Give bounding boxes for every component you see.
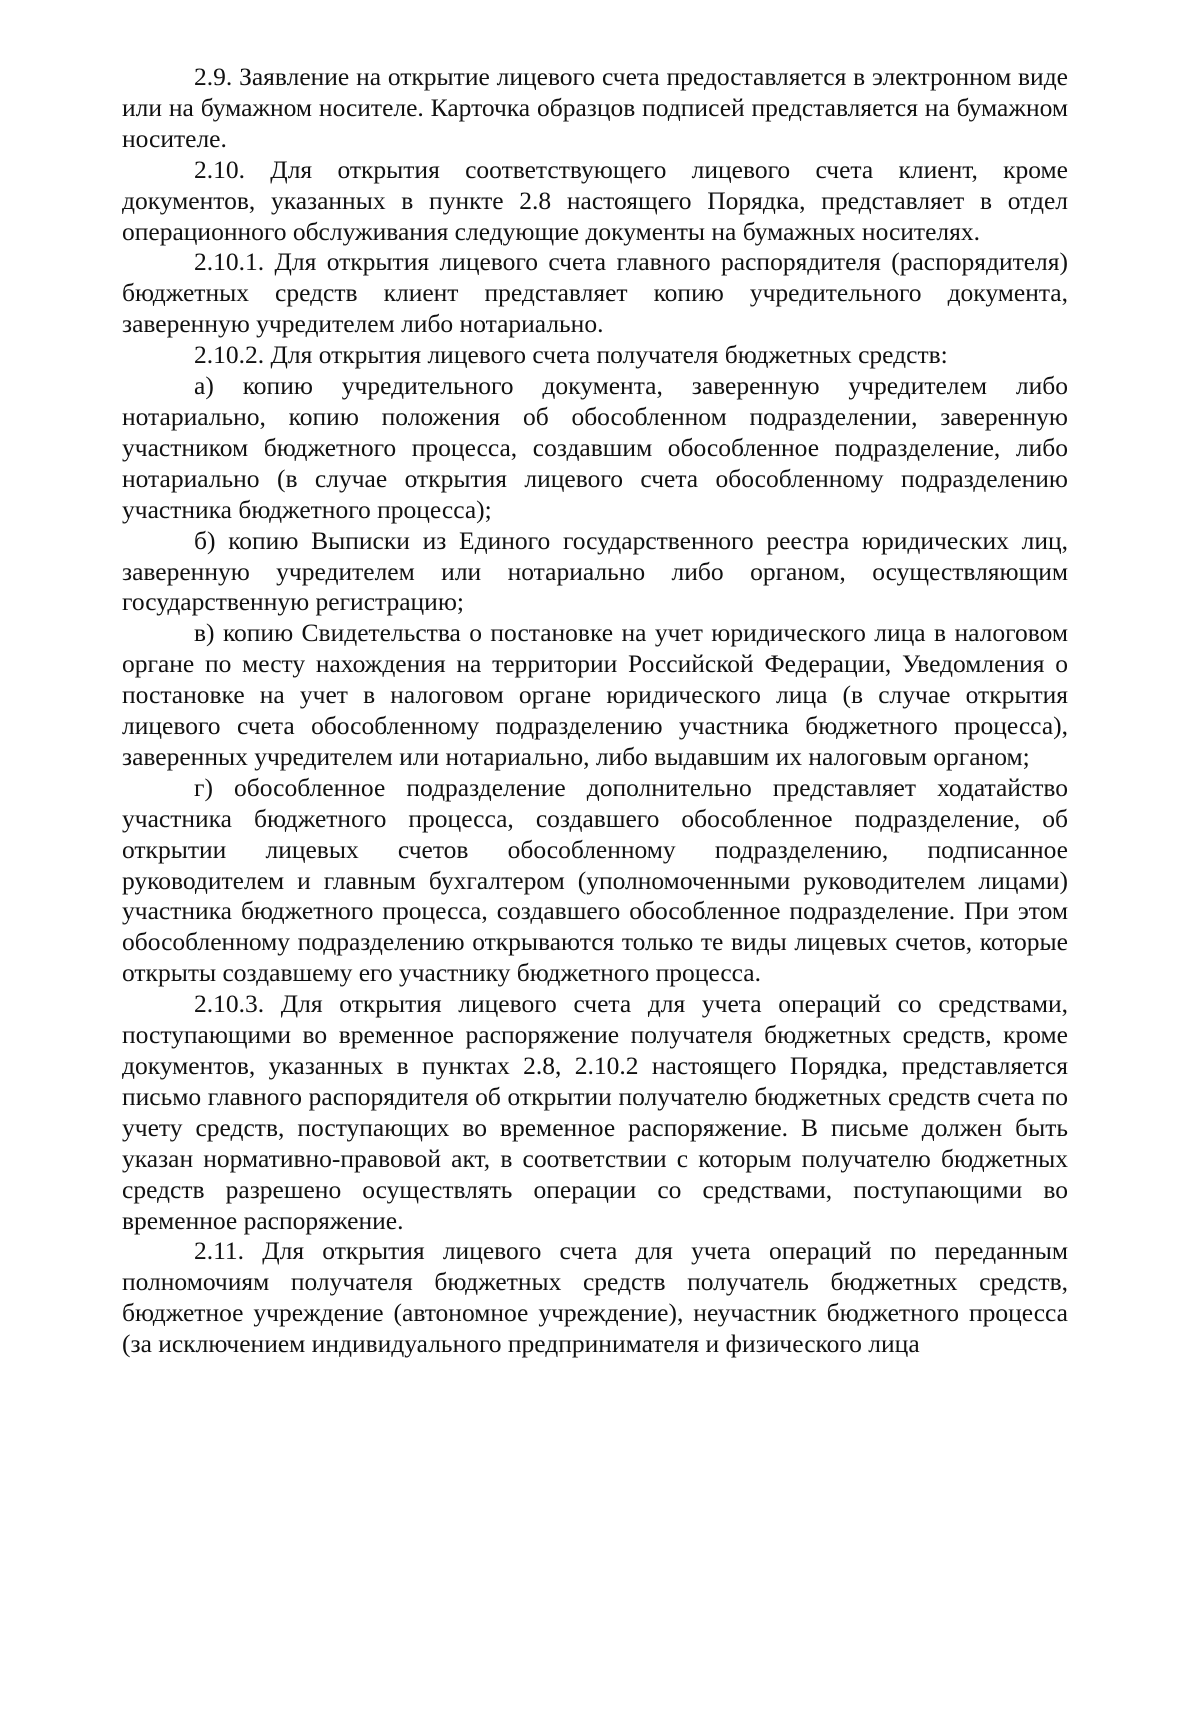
- paragraph-2-10-2: 2.10.2. Для открытия лицевого счета получателя бюджетных средств:: [194, 340, 948, 370]
- paragraph-item-a: а) копию учредительного документа, заверенную учредителем либо нотариально, копию положения об обособленном подразделении, заверенную участником бюджетного процесса, создавшим обособленное подразделение, либо нотариально (в случае открытия лицевого счета обособленному подразделению участника бюджетного процесса);: [122, 371, 1068, 524]
- paragraph-2-10-1: 2.10.1. Для открытия лицевого счета главного распорядителя (распорядителя) бюджетных средств клиент представляет копию учредительного документа, заверенную учредителем либо нотариально.: [122, 247, 1068, 339]
- paragraph-2-10: 2.10. Для открытия соответствующего лицевого счета клиент, кроме документов, указанных в пункте 2.8 настоящего Порядка, представляет в отдел операционного обслуживания следующие документы на бумажных носителях.: [122, 154, 1068, 246]
- paragraph-item-v: в) копию Свидетельства о постановке на учет юридического лица в налоговом органе по месту нахождения на территории Российской Федерации, Уведомления о постановке на учет в налоговом органе юридического лица (в случае открытия лицевого счета обособленному подразделению участника бюджетного процесса), заверенных учредителем или нотариально, либо выдавшим их налоговым органом;: [122, 618, 1068, 771]
- document-page: [122, 62, 1068, 1360]
- paragraph-item-b: б) копию Выписки из Единого государственного реестра юридических лиц, заверенную учредителем или нотариально либо органом, осуществляющим государственную регистрацию;: [122, 525, 1068, 617]
- paragraph-item-g: г) обособленное подразделение дополнительно представляет ходатайство участника бюджетного процесса, создавшего обособленное подразделение, об открытии лицевых счетов обособленному подразделению, подписанное руководителем и главным бухгалтером (уполномоченными руководителем лицами) участника бюджетного процесса, создавшего обособленное подразделение. При этом обособленному подразделению открываются только те виды лицевых счетов, которые открыты создавшему его участнику бюджетного процесса.: [122, 772, 1068, 988]
- paragraph-2-10-3: 2.10.3. Для открытия лицевого счета для учета операций со средствами, поступающими во временное распоряжение получателя бюджетных средств, кроме документов, указанных в пунктах 2.8, 2.10.2 настоящего Порядка, представляется письмо главного распорядителя об открытии получателю бюджетных средств счета по учету средств, поступающих во временное распоряжение. В письме должен быть указан нормативно-правовой акт, в соответствии с которым получателю бюджетных средств разрешено осуществлять операции со средствами, поступающими во временное распоряжение.: [122, 989, 1068, 1235]
- paragraph-2-11: 2.11. Для открытия лицевого счета для учета операций по переданным полномочиям получателя бюджетных средств получатель бюджетных средств, бюджетное учреждение (автономное учреждение), неучастник бюджетного процесса (за исключением индивидуального предпринимателя и физического лица: [122, 1236, 1068, 1359]
- paragraph-2-9: 2.9. Заявление на открытие лицевого счета предоставляется в электронном виде или на бумажном носителе. Карточка образцов подписей представляется на бумажном носителе.: [122, 62, 1068, 153]
